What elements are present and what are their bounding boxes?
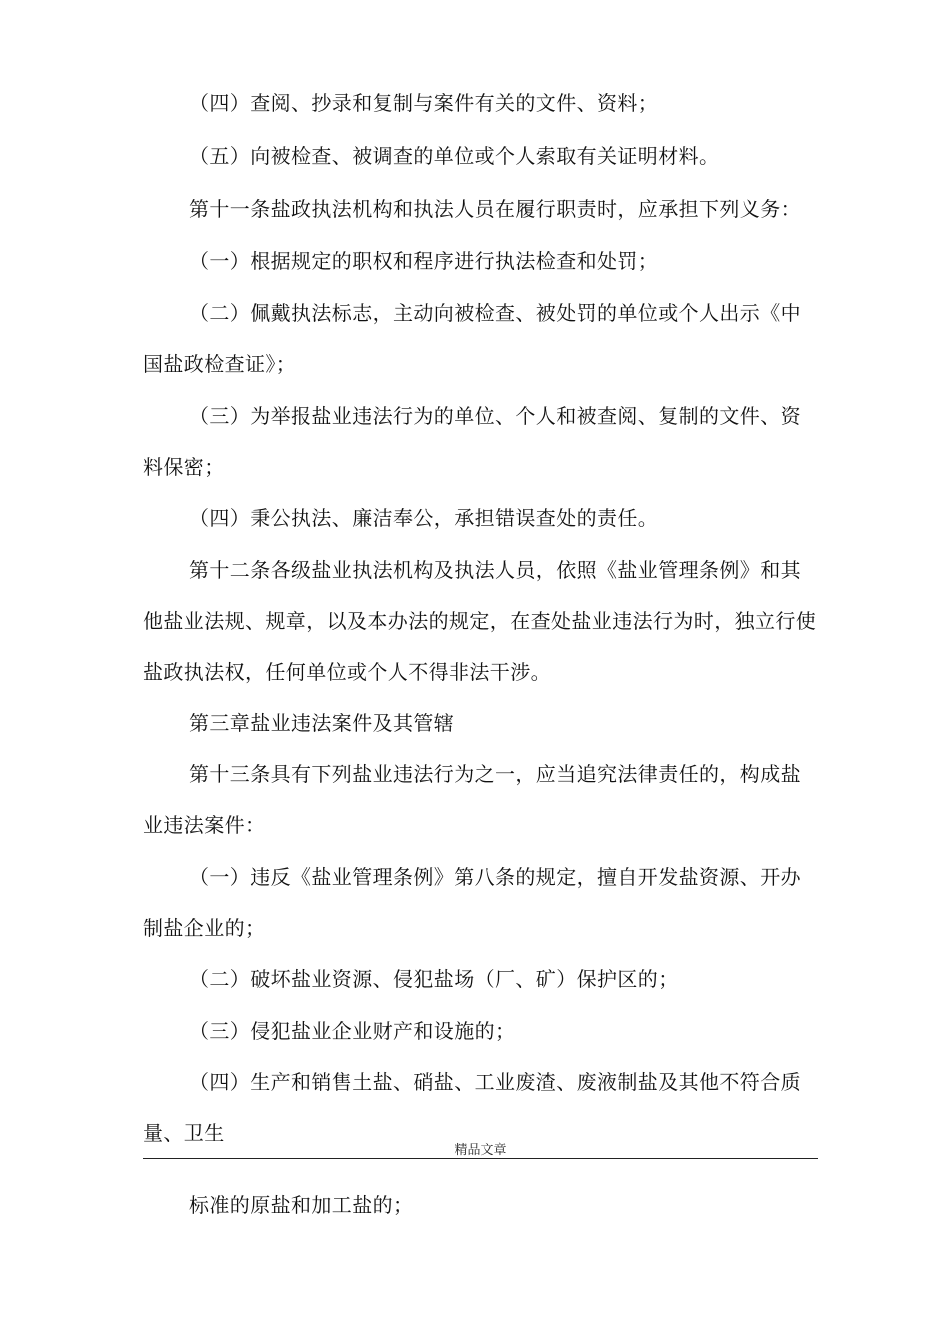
paragraph: （四）生产和销售土盐、硝盐、工业废渣、废液制盐及其他不符合质量、卫生 — [143, 1070, 801, 1145]
footer-divider — [143, 1158, 818, 1159]
article-paragraph: 第十二条各级盐业执法机构及执法人员，依照《盐业管理条例》和其他盐业法规、规章，以及本办法的规定，在查处盐业违法行为时，独立行使盐政执法权，任何单位或个人不得非法干涉。 — [143, 558, 817, 684]
paragraph: （二）佩戴执法标志，主动向被检查、被处罚的单位或个人出示《中国盐政检查证》； — [143, 301, 801, 376]
article-paragraph: 第十三条具有下列盐业违法行为之一，应当追究法律责任的，构成盐业违法案件： — [143, 762, 801, 837]
paragraph: （一）根据规定的职权和程序进行执法检查和处罚； — [189, 249, 659, 273]
paragraph: （四）秉公执法、廉洁奉公，承担错误查处的责任。 — [189, 506, 659, 530]
chapter-heading: 第三章盐业违法案件及其管辖 — [189, 711, 455, 735]
paragraph: （三）侵犯盐业企业财产和设施的； — [189, 1019, 516, 1043]
paragraph: （五）向被检查、被调查的单位或个人索取有关证明材料。 — [189, 144, 720, 168]
paragraph: （二）破坏盐业资源、侵犯盐场（厂、矿）保护区的； — [189, 967, 679, 991]
paragraph: （四）查阅、抄录和复制与案件有关的文件、资料； — [189, 91, 659, 115]
paragraph: 标准的原盐和加工盐的； — [189, 1193, 414, 1217]
paragraph: （三）为举报盐业违法行为的单位、个人和被查阅、复制的文件、资料保密； — [143, 404, 801, 479]
article-heading: 第十一条盐政执法机构和执法人员在履行职责时，应承担下列义务： — [189, 197, 801, 221]
paragraph: （一）违反《盐业管理条例》第八条的规定，擅自开发盐资源、开办制盐企业的； — [143, 865, 801, 940]
footer-label: 精品文章 — [454, 1143, 507, 1158]
